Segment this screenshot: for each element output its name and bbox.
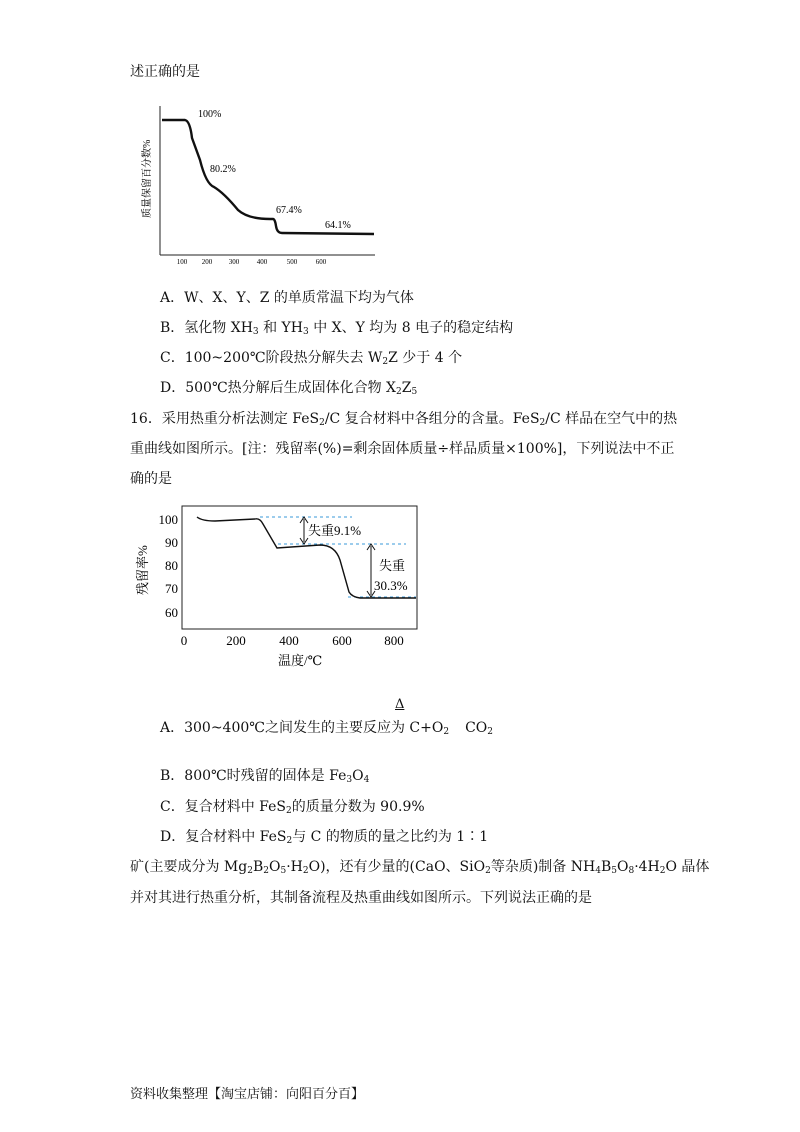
q15-option-a: A．W、X、Y、Z 的单质常温下均为气体	[160, 290, 414, 306]
q16-option-d: D．复合材料中 FeS$_2$与 C 的物质的量之比约为 1∶1	[160, 829, 489, 846]
chart2-ytick: 80	[165, 558, 178, 573]
q16-line2: 重曲线如图所示。[注：残留率(%)=剩余固体质量÷样品质量×100%]，下列说法中不正	[130, 441, 675, 457]
q15-option-b: B．氢化物 $XH_3$ 和 $YH_3$ 中 X、Y 均为 8 电子的稳定结构	[160, 320, 514, 337]
q15-tail: 述正确的是	[130, 64, 200, 80]
chart2-xtick: 600	[332, 633, 352, 648]
q16-line1: 16．采用热重分析法测定 FeS$_2$/C 复合材料中各组分的含量。FeS$_2$/C 样品在空气中的热	[130, 411, 678, 428]
chart2-xtick: 200	[226, 633, 246, 648]
chart2-annot2b: 30.3%	[374, 578, 408, 593]
chart1-xticks	[177, 258, 327, 266]
chart1-curve	[162, 120, 374, 234]
footer: 资料收集整理【淘宝店铺：向阳百分百】	[130, 1087, 365, 1102]
chart2-annot1: 失重9.1%	[308, 523, 362, 538]
q15-option-d: D．500℃热分解后生成固体化合物 $X_2Z_5$	[160, 380, 418, 397]
chart2-yticks	[159, 512, 179, 620]
chart2-xtick: 800	[384, 633, 404, 648]
chart1-label-80: 80.2%	[210, 164, 236, 175]
chart1-xtick: 400	[256, 258, 268, 266]
chart1-xtick: 300	[228, 258, 240, 266]
q17-line1: 矿(主要成分为 $Mg_2B_2O_5\cdot H_2O$)，还有少量的(CaO、SiO$_2$等杂质)制备 $NH_4B_5O_8\cdot 4H_2O$ 晶体	[130, 859, 710, 876]
chart2-xtick: 0	[180, 633, 188, 648]
q16-line3: 确的是	[130, 471, 172, 487]
q16-option-a: A．300~400℃之间发生的主要反应为 $C+O_2$ $CO_2$	[160, 720, 493, 737]
chart1-xtick: 100	[176, 258, 188, 266]
chart2-ytick: 100	[158, 512, 178, 527]
chart2-ytick: 70	[165, 581, 178, 596]
chart2-xticks	[181, 633, 404, 648]
chart2-annot2a: 失重	[379, 558, 406, 573]
chart2	[130, 500, 430, 675]
delta-symbol: Δ	[395, 697, 405, 712]
q17-line2: 并对其进行热重分析，其制备流程及热重曲线如图所示。下列说法正确的是	[130, 890, 592, 906]
chart2-ytick: 90	[165, 535, 178, 550]
chart2-xtick: 400	[279, 633, 299, 648]
chart2-ytick: 60	[165, 605, 178, 620]
q15-option-c: C．100~200℃阶段热分解失去 $W_2Z$ 少于 4 个	[160, 350, 463, 367]
chart1-label-64: 64.1%	[325, 220, 351, 231]
q16-option-c: C．复合材料中 FeS$_2$的质量分数为 90.9%	[160, 799, 425, 816]
chart2-ylabel: 残留率%	[135, 545, 150, 595]
chart1-xtick: 500	[286, 258, 298, 266]
chart1	[130, 98, 380, 273]
q16-option-b: B．800℃时残留的固体是 $Fe_3O_4$	[160, 768, 370, 785]
chart1-ylabel: 质量保留百分数%	[142, 139, 153, 218]
chart1-xtick: 200	[201, 258, 213, 266]
chart2-xlabel: 温度/℃	[278, 653, 323, 668]
chart1-label-100: 100%	[198, 109, 222, 120]
chart1-label-67: 67.4%	[276, 205, 302, 216]
chart1-xtick: 600	[315, 258, 327, 266]
